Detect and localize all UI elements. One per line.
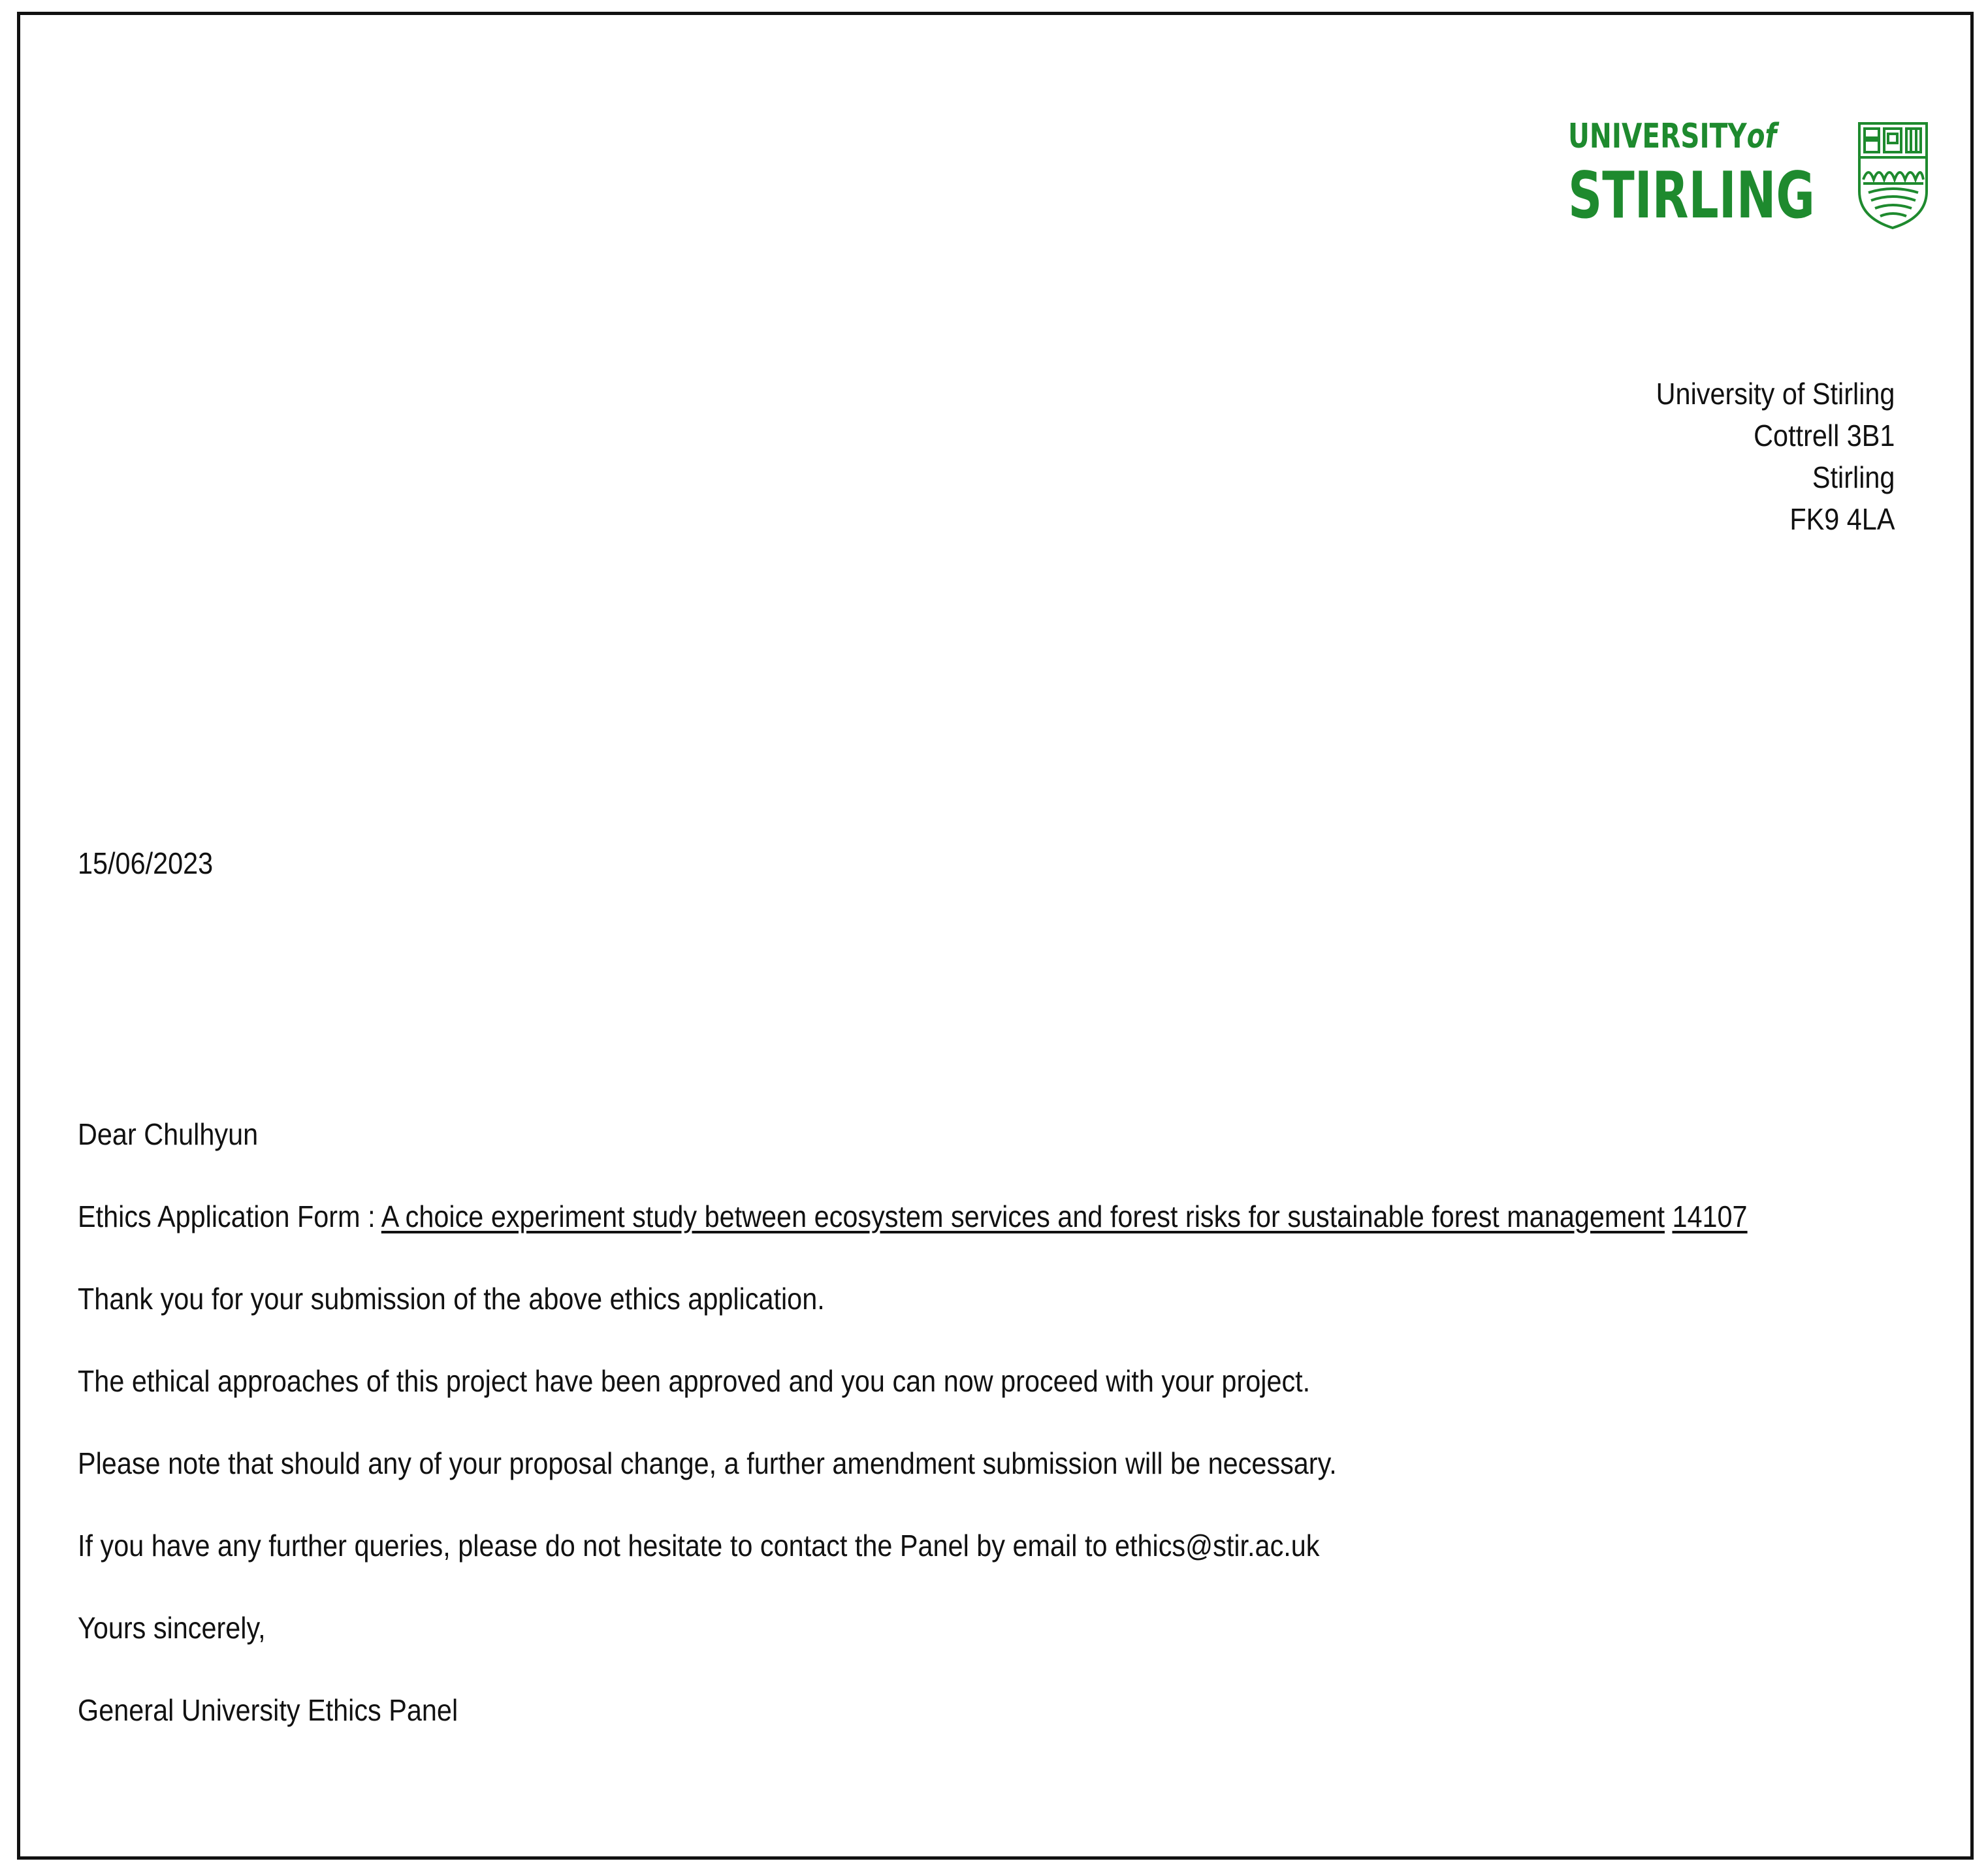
paragraph-thanks: Thank you for your submission of the above ethics application. [78, 1282, 825, 1316]
paragraph-contact: If you have any further queries, please do not hesitate to contact the Panel by email to ethics@stir.ac.uk [78, 1529, 1320, 1563]
logo-of-text: of [1746, 117, 1777, 156]
letter-date: 15/06/2023 [78, 846, 214, 880]
address-line-2: Cottrell 3B1 [1753, 419, 1895, 453]
logo-university-text: UNIVERSITYof [1568, 117, 1777, 156]
paragraph-amendment-note: Please note that should any of your proposal change, a further amendment submission will be necessary. [78, 1446, 1337, 1480]
salutation: Dear Chulhyun [78, 1117, 259, 1151]
signature: General University Ethics Panel [78, 1693, 458, 1727]
university-logo [1568, 113, 1934, 244]
university-crest-icon [1855, 119, 1931, 230]
address-line-3: Stirling [1812, 460, 1895, 494]
closing: Yours sincerely, [78, 1611, 266, 1645]
project-id-link[interactable]: 14107 [1672, 1199, 1748, 1233]
application-reference [78, 1198, 1748, 1280]
sender-address [1656, 373, 1895, 540]
logo-stirling-text: STIRLING [1568, 159, 1815, 233]
project-title-link[interactable]: A choice experiment study between ecosystem services and forest risks for sustainable forest management [381, 1199, 1665, 1233]
letter-page [17, 12, 1974, 1860]
address-postcode: FK9 4LA [1789, 502, 1895, 536]
letter-body [78, 1116, 1748, 1774]
form-label: Ethics Application Form : [78, 1199, 381, 1233]
paragraph-approval: The ethical approaches of this project have been approved and you can now proceed with your project. [78, 1364, 1311, 1398]
address-line-1: University of Stirling [1656, 377, 1895, 411]
